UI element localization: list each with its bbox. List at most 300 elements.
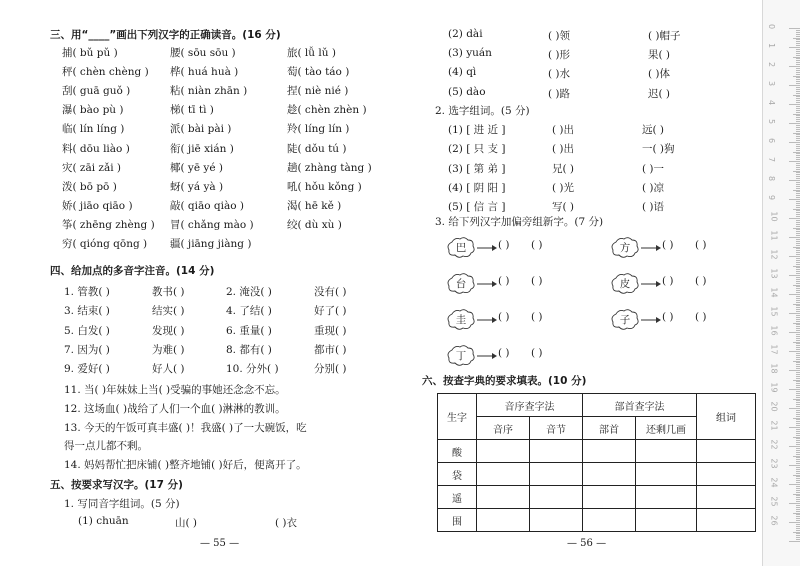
radical-cloud [446,344,476,366]
ruler-tick [796,414,800,415]
ruler-tick [796,442,800,443]
table-cell[interactable] [636,509,697,532]
ruler-tick [796,254,800,255]
ruler-tick [796,248,800,249]
pinyin-choice-item: 萄( tào táo ) [287,66,350,79]
ruler-tick [796,423,800,424]
ruler-tick [796,497,800,498]
ruler-tick [789,47,800,48]
polyphone-item: 10. 分外( ) [226,363,279,376]
table-cell[interactable] [636,463,697,486]
ruler-tick [796,364,800,365]
ruler-number: 2 [767,61,777,68]
ruler-tick [796,117,800,118]
ruler-tick [796,311,800,312]
ruler-tick [796,150,800,151]
homophone-item: ( )水 [548,68,571,81]
polyphone-item: 8. 都有( ) [226,343,272,356]
ruler-tick [789,180,800,181]
radical-blank: ( ) [662,311,674,323]
ruler-tick [796,129,800,130]
ruler-tick [796,412,800,413]
ruler-tick [796,400,800,401]
ruler-tick [796,201,800,202]
arrow-icon [641,279,661,287]
ruler-tick [796,444,800,445]
ruler-tick [793,95,800,96]
ruler-tick [793,304,800,305]
ruler-tick [796,207,800,208]
ruler-tick [796,334,800,335]
ruler-tick [796,391,800,392]
ruler-tick [796,395,800,396]
table-cell[interactable] [583,486,636,509]
homophone-item: ( )形 [548,49,571,62]
ruler-number: 1 [767,42,777,49]
pinyin-choice-item: 瀑( bào pù ) [62,104,124,117]
ruler-tick [796,410,800,411]
choose-word-item: (4) [ 阴 阳 ] [448,181,506,194]
ruler-tick [796,260,800,261]
ruler-tick [796,34,800,35]
ruler-tick [796,226,800,227]
pinyin-choice-item: 穷( qióng qōng ) [62,238,148,250]
ruler-tick [796,140,800,141]
ruler-tick [796,281,800,282]
ruler-tick [796,81,800,82]
ruler-tick [796,125,800,126]
ruler-tick [796,283,800,284]
radical-char: 圭 [455,314,467,326]
choose-word-item: ( )一 [642,162,665,175]
ruler-tick [789,465,800,466]
ruler-number: 26 [769,515,779,526]
ruler-tick [796,102,800,103]
polyphone-item: 7. 因为( ) [64,343,110,356]
s5-item-1-label: (1) chuān [78,515,129,527]
ruler-tick [793,494,800,495]
th-words: 组词 [697,394,756,440]
ruler-tick [796,178,800,179]
radical-char: 丁 [455,350,467,362]
radical-char: 巴 [455,242,467,254]
ruler-tick [796,300,800,301]
pinyin-choice-item: 刮( guā guǒ ) [62,85,131,98]
ruler-tick [796,127,800,128]
th-yinxu: 音序 [477,417,530,440]
pinyin-choice-item: 蚜( yá yà ) [170,180,224,193]
pinyin-choice-item: 腰( sōu sōu ) [170,47,236,59]
radical-cloud [610,308,640,330]
ruler-tick [796,176,800,177]
ruler-tick [796,330,800,331]
radical-blank: ( ) [695,311,707,323]
ruler-tick [796,32,800,33]
choose-word-item: 远( ) [642,124,665,136]
ruler-number: 3 [767,80,777,87]
homophone-item: (5) dào [448,85,486,98]
table-cell[interactable] [530,440,583,463]
table-cell[interactable] [530,486,583,509]
ruler-tick [793,171,800,172]
ruler-tick [796,231,800,232]
ruler-tick [796,267,800,268]
ruler-tick [796,186,800,187]
ruler-tick [796,326,800,327]
ruler-tick [793,342,800,343]
pinyin-choice-item: 粘( niàn zhān ) [170,85,248,98]
pinyin-choice-item: 羚( líng lín ) [287,123,350,136]
ruler-tick [796,526,800,527]
ruler-tick [796,36,800,37]
ruler-tick [793,399,800,400]
ruler-number: 20 [769,401,779,412]
ruler-tick [796,70,800,71]
ruler-tick [796,165,800,166]
ruler-tick [796,115,800,116]
ruler-tick [796,119,800,120]
pinyin-choice-item: 料( dōu liào ) [62,142,130,155]
ruler-tick [796,298,800,299]
ruler-tick [796,216,800,217]
ruler-tick [796,459,800,460]
radical-cloud [446,308,476,330]
polyphone-item: 重现( ) [314,324,347,337]
table-cell[interactable] [477,440,530,463]
ruler-tick [796,233,800,234]
section6-title: 六、按查字典的要求填表。(10 分) [422,375,587,387]
ruler-tick [796,499,800,500]
ruler-tick [796,429,800,430]
ruler-number: 14 [769,287,779,298]
ruler-tick [793,76,800,77]
radical-blank: ( ) [498,347,510,359]
side-ruler [762,0,800,566]
dictionary-table [437,393,756,532]
ruler-tick [789,370,800,371]
ruler-tick [796,239,800,240]
table-cell[interactable] [477,509,530,532]
ruler-tick [793,190,800,191]
pinyin-choice-item: 疆( jiāng jiàng ) [170,238,252,250]
table-cell[interactable] [530,509,583,532]
ruler-tick [789,66,800,67]
ruler-tick [796,463,800,464]
ruler-tick [796,495,800,496]
ruler-tick [796,174,800,175]
pinyin-choice-item: 梯( tī tì ) [170,104,214,117]
choose-word-item: ( )语 [642,201,665,214]
ruler-tick [796,258,800,259]
table-cell[interactable] [636,440,697,463]
choose-word-item: (3) [ 第 弟 ] [448,162,506,175]
table-row-char: 遥 [438,486,477,509]
radical-char: 子 [619,314,631,326]
ruler-tick [793,209,800,210]
ruler-number: 21 [769,420,779,431]
ruler-tick [793,532,800,533]
s5-subtitle-3: 3. 给下列汉字加偏旁组新字。(7 分) [435,216,604,228]
ruler-tick [793,38,800,39]
ruler-tick [796,296,800,297]
polyphone-item: 9. 爱好( ) [64,363,110,376]
ruler-tick [796,39,800,40]
table-row-char: 酸 [438,440,477,463]
table-cell[interactable] [477,486,530,509]
radical-blank: ( ) [531,347,543,359]
ruler-tick [789,142,800,143]
ruler-tick [796,169,800,170]
ruler-tick [796,148,800,149]
ruler-tick [796,277,800,278]
ruler-tick [796,53,800,54]
ruler-tick [796,461,800,462]
ruler-tick [796,469,800,470]
choose-word-item: 写( ) [552,201,575,214]
ruler-tick [789,351,800,352]
polyphone-item: 没有( ) [314,286,347,298]
homophone-item: ( )体 [648,68,671,81]
ruler-tick [796,353,800,354]
polyphone-item: 都市( ) [314,343,347,356]
ruler-tick [796,288,800,289]
ruler-tick [796,271,800,272]
ruler-tick [796,454,800,455]
ruler-number: 19 [769,382,779,393]
ruler-tick [796,224,800,225]
ruler-number: 16 [769,325,779,336]
ruler-tick [796,448,800,449]
ruler-tick [796,501,800,502]
ruler-number: 7 [767,156,777,163]
ruler-tick [796,222,800,223]
ruler-tick [789,522,800,523]
table-cell[interactable] [636,486,697,509]
ruler-tick [796,419,800,420]
ruler-tick [793,456,800,457]
ruler-tick [796,252,800,253]
pinyin-choice-item: 旅( lǚ lǔ ) [287,47,336,59]
s4-line-12: 12. 这场血( )战给了人们一个血( )淋淋的教训。 [64,403,286,415]
th-pinyin-method: 音序查字法 [477,394,583,417]
ruler-tick [796,100,800,101]
table-cell[interactable] [583,463,636,486]
section5-title: 五、按要求写汉字。(17 分) [50,479,183,491]
page-number-left: — 55 — [200,538,240,549]
ruler-tick [796,340,800,341]
radical-blank: ( ) [695,239,707,251]
ruler-tick [793,361,800,362]
ruler-tick [796,345,800,346]
ruler-tick [796,229,800,230]
radical-char: 方 [619,242,631,254]
ruler-tick [796,262,800,263]
ruler-tick [796,520,800,521]
table-cell[interactable] [583,509,636,532]
ruler-tick [796,290,800,291]
polyphone-item: 好了( ) [314,305,347,318]
ruler-tick [796,112,800,113]
pinyin-choice-item: 敲( qiāo qiào ) [170,199,245,212]
pinyin-choice-item: 吼( hǒu kǒng ) [287,180,362,193]
ruler-tick [796,136,800,137]
ruler-tick [796,74,800,75]
ruler-tick [796,505,800,506]
table-cell[interactable] [697,440,756,463]
ruler-tick [796,514,800,515]
ruler-tick [796,467,800,468]
ruler-tick [796,533,800,534]
radical-blank: ( ) [662,239,674,251]
ruler-tick [796,433,800,434]
ruler-tick [796,404,800,405]
ruler-tick [789,85,800,86]
ruler-tick [789,484,800,485]
polyphone-item: 分别( ) [314,363,347,376]
ruler-tick [796,482,800,483]
ruler-tick [796,435,800,436]
ruler-tick [796,349,800,350]
th-radical-method: 部首查字法 [583,394,697,417]
ruler-tick [789,294,800,295]
radical-blank: ( ) [498,311,510,323]
ruler-tick [796,476,800,477]
ruler-tick [796,368,800,369]
ruler-tick [796,416,800,417]
polyphone-item: 发现( ) [152,324,185,337]
ruler-tick [796,537,800,538]
choose-word-item: (5) [ 信 言 ] [448,201,506,214]
ruler-tick [789,427,800,428]
ruler-tick [796,155,800,156]
choose-word-item: ( )凉 [642,181,665,194]
section3-title: 三、用“____”画出下列汉字的正确读音。(16 分) [50,29,281,41]
ruler-tick [796,480,800,481]
ruler-tick [796,153,800,154]
table-row-char: 围 [438,509,477,532]
ruler-tick [796,245,800,246]
ruler-tick [796,89,800,90]
ruler-number: 11 [769,230,779,241]
ruler-tick [796,450,800,451]
ruler-tick [796,321,800,322]
table-cell[interactable] [697,463,756,486]
ruler-tick [793,133,800,134]
radical-cloud [610,236,640,258]
ruler-tick [796,121,800,122]
pinyin-choice-item: 捕( bǔ pǔ ) [62,47,118,59]
table-cell[interactable] [583,440,636,463]
choose-word-item: (2) [ 只 支 ] [448,143,506,156]
ruler-tick [796,264,800,265]
radical-blank: ( ) [531,239,543,251]
ruler-tick [793,285,800,286]
ruler-tick [796,518,800,519]
ruler-tick [793,418,800,419]
ruler-tick [793,247,800,248]
radical-cloud [446,272,476,294]
ruler-number: 0 [767,23,777,30]
ruler-tick [793,380,800,381]
ruler-tick [796,315,800,316]
ruler-number: 15 [769,306,779,317]
pinyin-choice-item: 渴( hē kě ) [287,199,342,212]
ruler-tick [796,421,800,422]
pinyin-choice-item: 椰( yē yé ) [170,161,223,174]
ruler-tick [789,389,800,390]
ruler-tick [796,286,800,287]
th-bushou: 部首 [583,417,636,440]
ruler-number: 25 [769,496,779,507]
ruler-number: 8 [767,175,777,182]
polyphone-item: 教书( ) [152,286,185,298]
ruler-tick [793,228,800,229]
ruler-tick [796,214,800,215]
pinyin-choice-item: 冒( chǎng mào ) [170,218,254,231]
ruler-tick [796,292,800,293]
choose-word-item: (1) [ 进 近 ] [448,124,506,136]
ruler-tick [796,72,800,73]
ruler-tick [796,64,800,65]
ruler-tick [789,237,800,238]
ruler-tick [796,343,800,344]
ruler-tick [793,57,800,58]
polyphone-item: 5. 白发( ) [64,324,110,337]
polyphone-item: 结实( ) [152,305,185,318]
ruler-number: 18 [769,363,779,374]
pinyin-choice-item: 泼( bō pō ) [62,180,117,193]
ruler-tick [796,406,800,407]
th-yinjie: 音节 [530,417,583,440]
ruler-tick [793,475,800,476]
ruler-tick [793,152,800,153]
ruler-tick [796,492,800,493]
ruler-number: 5 [767,118,777,125]
table-cell[interactable] [477,463,530,486]
polyphone-item: 好人( ) [152,363,185,376]
s4-line-11: 11. 当( )年妹妹上当( )受骗的事她还念念不忘。 [64,384,286,396]
ruler-tick [796,269,800,270]
ruler-tick [796,279,800,280]
radical-blank: ( ) [498,275,510,287]
ruler-number: 10 [769,211,779,222]
ruler-number: 12 [769,249,779,260]
ruler-tick [796,425,800,426]
ruler-tick [796,79,800,80]
pinyin-choice-item: 灾( zāi zǎi ) [62,161,122,174]
table-cell[interactable] [697,509,756,532]
ruler-tick [796,131,800,132]
ruler-tick [793,266,800,267]
choose-word-item: 一( )狗 [642,143,675,156]
pinyin-choice-item: 派( bài pài ) [170,123,232,136]
table-cell[interactable] [530,463,583,486]
ruler-tick [796,93,800,94]
ruler-tick [796,319,800,320]
ruler-tick [796,134,800,135]
ruler-tick [789,503,800,504]
ruler-tick [796,511,800,512]
ruler-tick [789,446,800,447]
pinyin-choice-item: 秤( chèn chèng ) [62,66,149,79]
radical-blank: ( ) [498,239,510,251]
ruler-tick [796,431,800,432]
radical-blank: ( ) [662,275,674,287]
ruler-tick [796,488,800,489]
arrow-icon [477,351,497,359]
table-cell[interactable] [697,486,756,509]
ruler-tick [793,114,800,115]
